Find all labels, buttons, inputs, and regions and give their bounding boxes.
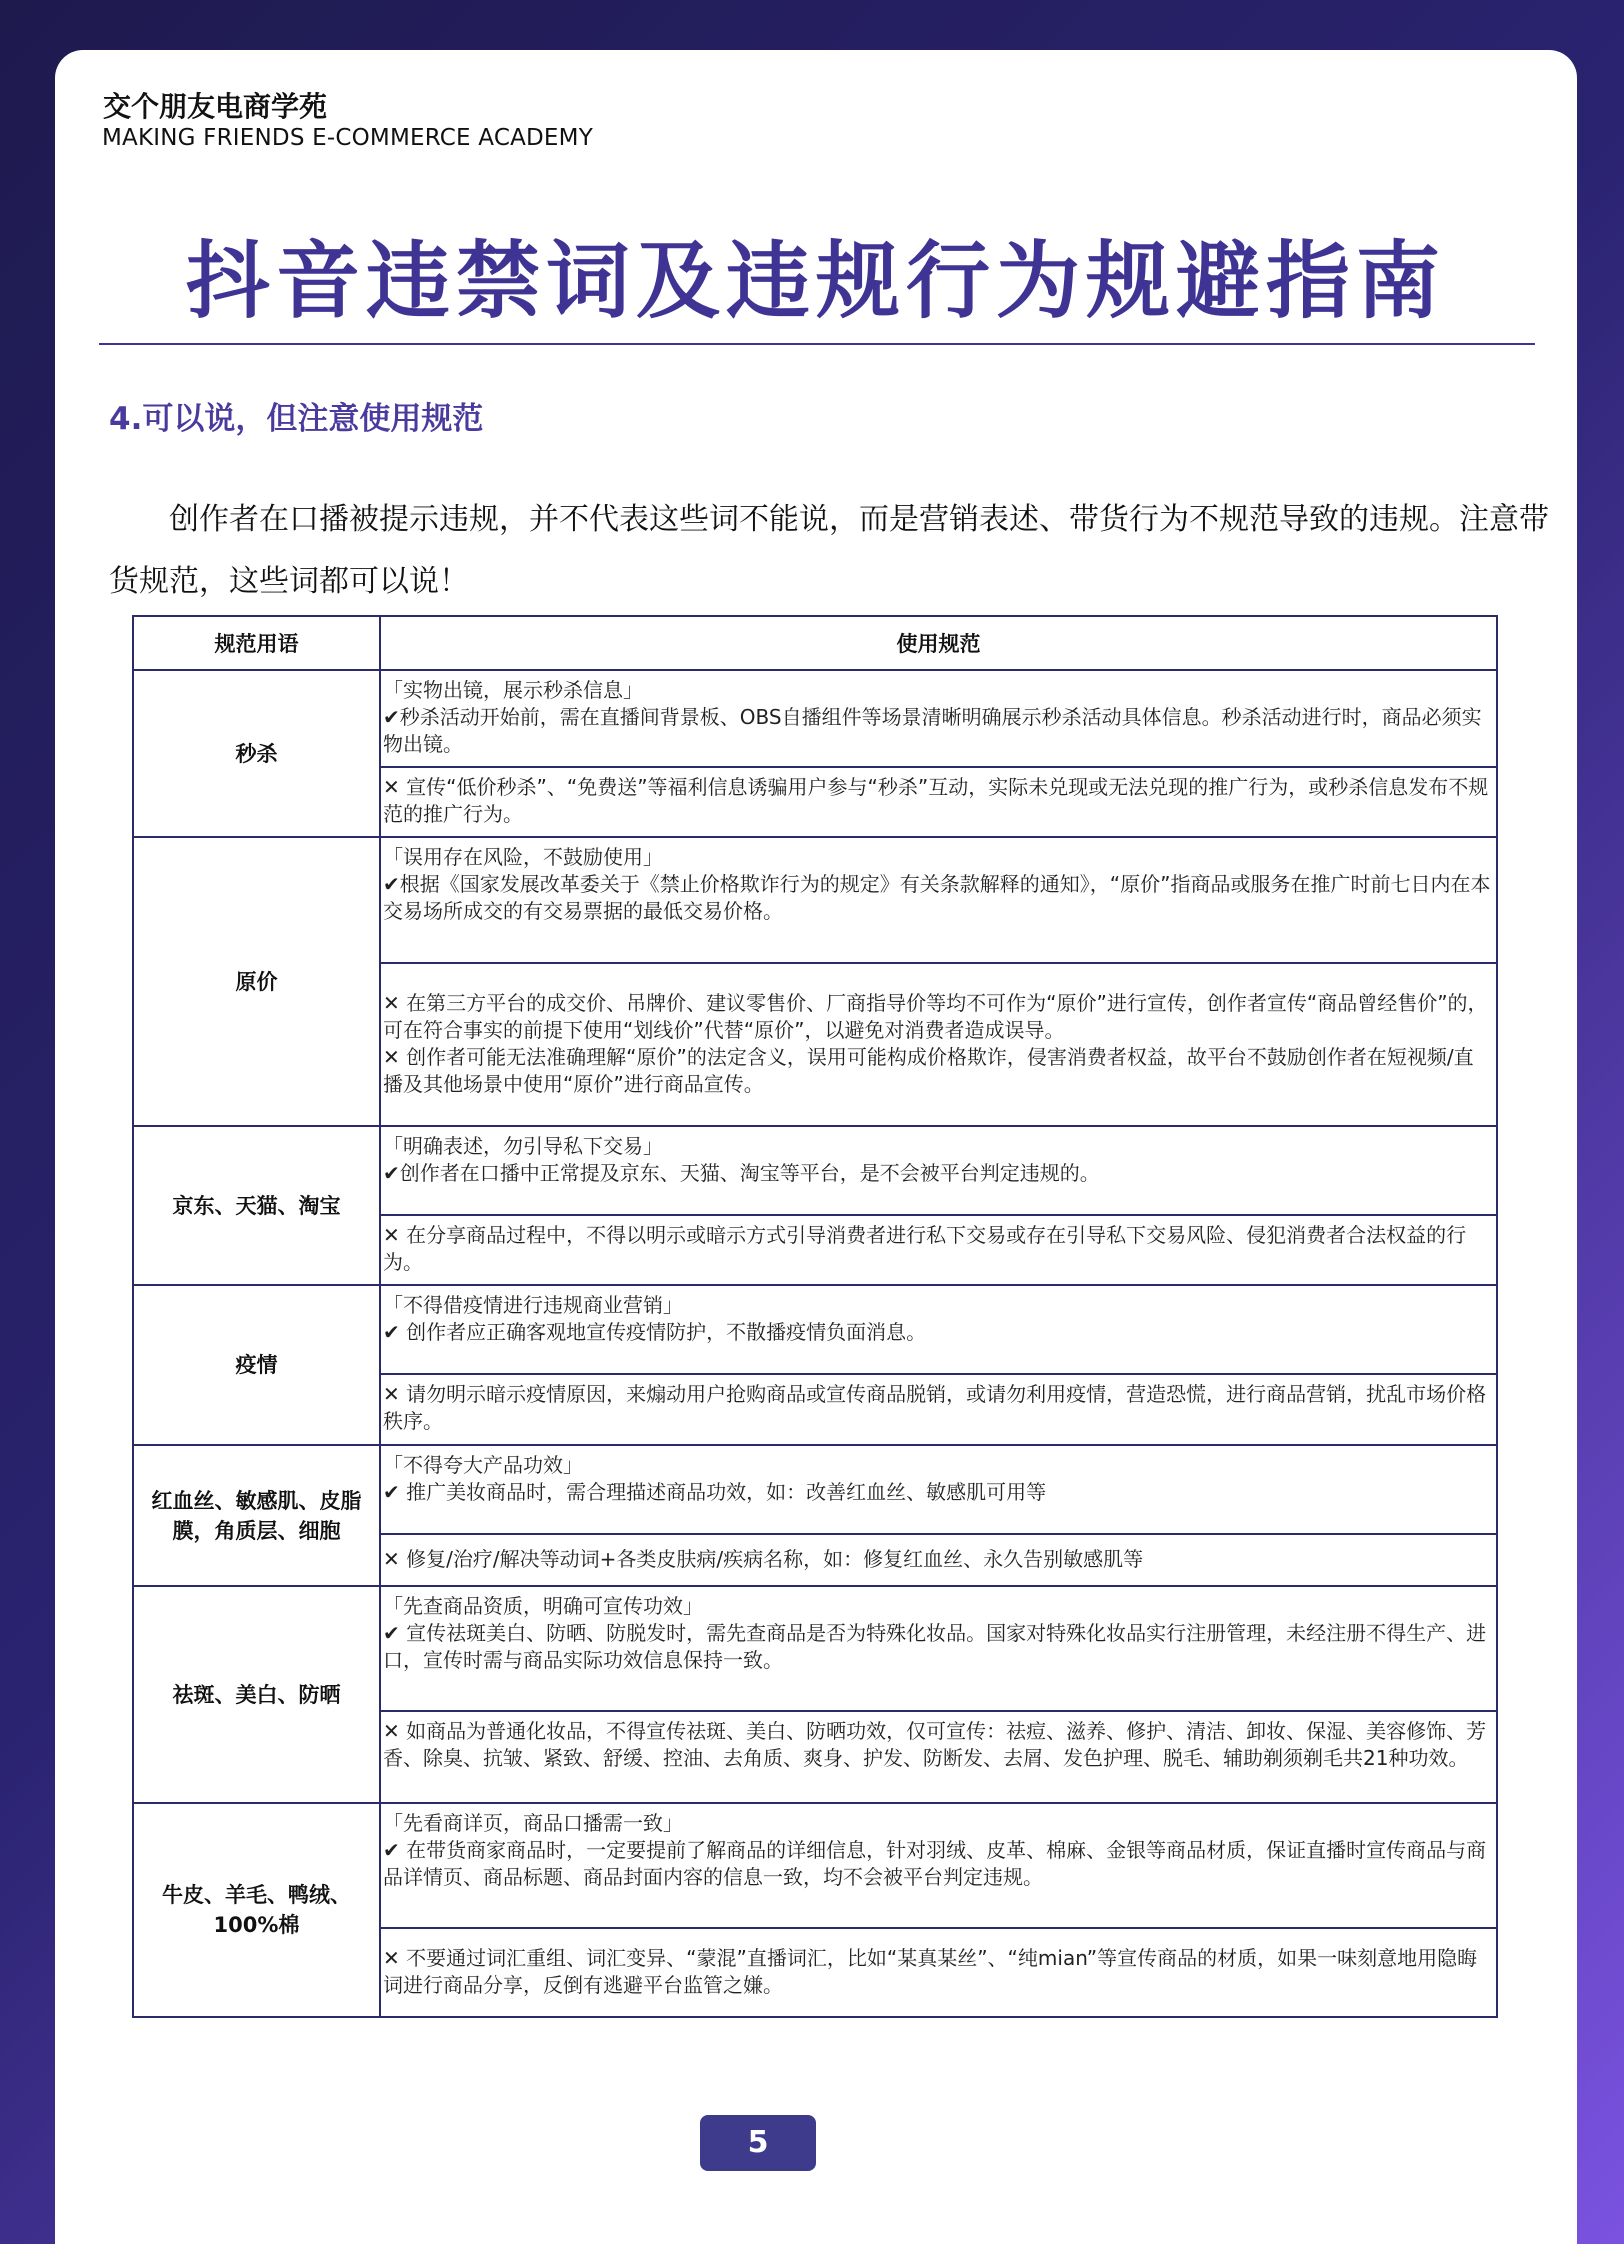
allowed-cell [380,1586,1497,1711]
allowed-heading: 「误用存在风险，不鼓励使用」 [383,845,663,869]
term-cell: 秒杀 [133,670,380,837]
allowed-cell [380,837,1497,963]
intro-paragraph: 创作者在口播被提示违规，并不代表这些词不能说，而是营销表述、带货行为不规范导致的违规。注意带货规范，这些词都可以说！ [109,502,1549,599]
allowed-cell [380,1803,1497,1928]
allowed-heading: 「不得夸大产品功效」 [383,1453,583,1477]
allowed-text: ✔ 在带货商家商品时，一定要提前了解商品的详细信息，针对羽绒、皮革、棉麻、金银等商品材质，保证直播时宣传商品与商品详情页、商品标题、商品封面内容的信息一致，均不会被平台判定违规。 [383,1838,1487,1889]
rules-table [132,615,1498,2018]
allowed-text: ✔创作者在口播中正常提及京东、天猫、淘宝等平台，是不会被平台判定违规的。 [383,1161,1100,1185]
header-term: 规范用语 [133,616,380,670]
allowed-cell [380,1126,1497,1215]
term-cell: 原价 [133,837,380,1126]
term-cell: 红血丝、敏感肌、皮脂膜，角质层、细胞 [133,1445,380,1586]
allowed-heading: 「实物出镜，展示秒杀信息」 [383,678,643,702]
table-row [133,1803,1497,1928]
table-row [133,1445,1497,1534]
banned-cell [380,1928,1497,2017]
banned-cell [380,1711,1497,1803]
table-row [133,1586,1497,1711]
section-heading: 4.可以说，但注意使用规范 [109,401,484,437]
banned-text: ✕ 创作者可能无法准确理解“原价”的法定含义，误用可能构成价格欺诈，侵害消费者权益，故平台不鼓励创作者在短视频/直播及其他场景中使用“原价”进行商品宣传。 [383,1044,1474,1096]
banned-text: ✕ 修复/治疗/解决等动词+各类皮肤病/疾病名称，如：修复红血丝、永久告别敏感肌等 [383,1546,1144,1571]
term-cell: 疫情 [133,1285,380,1445]
table-row [133,1285,1497,1374]
table-row [133,1126,1497,1215]
brand-name-en: MAKING FRIENDS E-COMMERCE ACADEMY [102,125,593,151]
allowed-cell [380,670,1497,767]
banned-text: ✕ 如商品为普通化妆品，不得宣传祛斑、美白、防晒功效，仅可宣传：祛痘、滋养、修护、清洁、卸妆、保湿、美容修饰、芳香、除臭、抗皱、紧致、舒缓、控油、去角质、爽身、护发、防断发、去屑、发色护理、脱毛、辅助剃须剃毛共21种功效。 [383,1719,1487,1770]
page-number: 5 [700,2115,816,2171]
banned-cell [380,963,1497,1126]
term-cell: 祛斑、美白、防晒 [133,1586,380,1803]
header-usage: 使用规范 [380,616,1497,670]
allowed-cell [380,1285,1497,1374]
term-cell: 牛皮、羊毛、鸭绒、100%棉 [133,1803,380,2017]
allowed-heading: 「不得借疫情进行违规商业营销」 [383,1293,683,1317]
banned-text: ✕ 请勿明示暗示疫情原因，来煽动用户抢购商品或宣传商品脱销，或请勿利用疫情，营造恐慌，进行商品营销，扰乱市场价格秩序。 [383,1382,1487,1433]
page-sheet [55,50,1577,2244]
brand-name-cn: 交个朋友电商学苑 [103,90,328,123]
page-title: 抖音违禁词及违规行为规避指南 [185,232,1446,330]
allowed-cell [380,1445,1497,1534]
table-row [133,670,1497,767]
allowed-text: ✔根据《国家发展改革委关于《禁止价格欺诈行为的规定》有关条款解释的通知》，“原价”指商品或服务在推广时前七日内在本交易场所成交的有交易票据的最低交易价格。 [383,872,1491,923]
banned-text: ✕ 宣传“低价秒杀”、“免费送”等福利信息诱骗用户参与“秒杀”互动，实际未兑现或无法兑现的推广行为，或秒杀信息发布不规范的推广行为。 [383,775,1489,826]
allowed-heading: 「先查商品资质，明确可宣传功效」 [383,1594,703,1618]
banned-text: ✕ 在分享商品过程中，不得以明示或暗示方式引导消费者进行私下交易或存在引导私下交易风险、侵犯消费者合法权益的行为。 [383,1223,1467,1274]
banned-cell [380,1374,1497,1445]
allowed-text: ✔ 推广美妆商品时，需合理描述商品功效，如：改善红血丝、敏感肌可用等 [383,1480,1047,1504]
banned-text: ✕ 在第三方平台的成交价、吊牌价、建议零售价、厂商指导价等均不可作为“原价”进行宣传，创作者宣传“商品曾经售价”的，可在符合事实的前提下使用“划线价”代替“原价”，以避免对消费者造成误导。 [383,990,1488,1042]
banned-cell [380,1534,1497,1586]
term-cell: 京东、天猫、淘宝 [133,1126,380,1285]
allowed-heading: 「明确表述，勿引导私下交易」 [383,1134,663,1158]
allowed-text: ✔秒杀活动开始前，需在直播间背景板、OBS自播组件等场景清晰明确展示秒杀活动具体信息。秒杀活动进行时，商品必须实物出镜。 [383,705,1482,756]
allowed-text: ✔ 创作者应正确客观地宣传疫情防护，不散播疫情负面消息。 [383,1320,927,1344]
banned-cell [380,1215,1497,1285]
table-header-row [133,616,1497,670]
banned-cell [380,767,1497,837]
banned-text: ✕ 不要通过词汇重组、词汇变异、“蒙混”直播词汇，比如“某真某丝”、“纯mian”等宣传商品的材质，如果一味刻意地用隐晦词进行商品分享，反倒有逃避平台监管之嫌。 [383,1945,1478,1997]
allowed-text: ✔ 宣传祛斑美白、防晒、防脱发时，需先查商品是否为特殊化妆品。国家对特殊化妆品实行注册管理，未经注册不得生产、进口，宣传时需与商品实际功效信息保持一致。 [383,1621,1487,1672]
allowed-heading: 「先看商详页，商品口播需一致」 [383,1811,683,1835]
table-row [133,837,1497,963]
title-divider [99,343,1535,345]
